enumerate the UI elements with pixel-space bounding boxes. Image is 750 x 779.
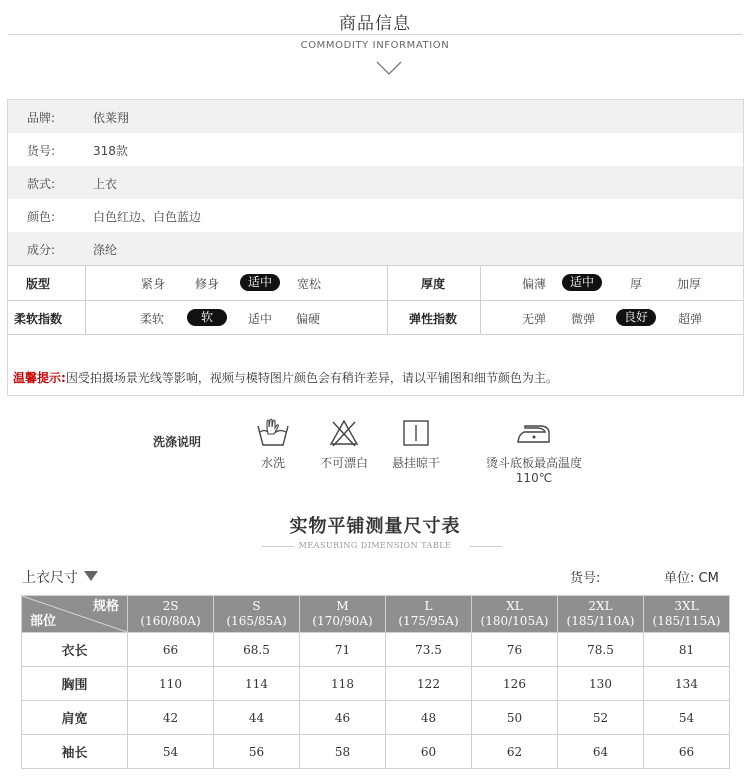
- size-code: L: [424, 599, 433, 613]
- size-column-header: [386, 596, 472, 633]
- size-fit: (160/80A): [140, 614, 201, 628]
- warm-tip-label: 温馨提示:: [13, 371, 66, 385]
- row-name: 衣长: [22, 633, 128, 667]
- grid-line: [8, 334, 743, 335]
- attr-option: 超弹: [677, 312, 702, 326]
- row-name: 袖长: [22, 735, 128, 769]
- hang-dry-icon: [401, 418, 431, 448]
- attr-option-selected: 良好: [616, 309, 656, 326]
- table-row: [22, 633, 730, 667]
- row-name: 胸围: [22, 667, 128, 701]
- size-fit: (170/90A): [312, 614, 373, 628]
- table-cell: 58: [300, 735, 386, 769]
- product-info-box: [7, 99, 744, 396]
- iron-icon: [515, 418, 553, 448]
- attr-option: 加厚: [676, 277, 701, 291]
- table-cell: 73.5: [386, 633, 472, 667]
- wash-item-no-bleach: [316, 418, 372, 471]
- attr-option: 无弹: [521, 312, 546, 326]
- info-row-brand: [8, 100, 743, 133]
- attr-option: 厚: [629, 277, 642, 291]
- size-column-header: [128, 596, 214, 633]
- header-divider: [8, 34, 742, 35]
- size-fit: (185/110A): [566, 614, 635, 628]
- attr-option: 修身: [194, 277, 219, 291]
- info-row-item-no: [8, 133, 743, 166]
- no-bleach-icon: [328, 418, 360, 448]
- info-value: 上衣: [93, 177, 118, 191]
- hand-wash-icon: [255, 418, 291, 448]
- table-cell: 76: [472, 633, 558, 667]
- size-code: 3XL: [674, 599, 699, 613]
- corner-cell: [22, 596, 128, 633]
- grid-line: [85, 265, 86, 334]
- table-cell: 68.5: [214, 633, 300, 667]
- corner-top-label: 规格: [92, 599, 119, 614]
- table-cell: 71: [300, 633, 386, 667]
- attr-label-elasticity: 弹性指数: [409, 312, 458, 326]
- table-cell: 78.5: [558, 633, 644, 667]
- size-fit: (165/85A): [226, 614, 287, 628]
- size-column-header: [644, 596, 730, 633]
- grid-line: [387, 265, 388, 334]
- attr-option: 柔软: [139, 312, 164, 326]
- table-cell: 126: [472, 667, 558, 701]
- corner-bottom-label: 部位: [30, 614, 57, 629]
- item-no-label: 货号:: [570, 571, 601, 586]
- table-cell: 62: [472, 735, 558, 769]
- top-size-label: [22, 567, 98, 587]
- info-key: 成分:: [27, 243, 56, 257]
- section-subtitle: COMMODITY INFORMATION: [300, 40, 450, 51]
- table-cell: 42: [128, 701, 214, 735]
- size-column-header: [472, 596, 558, 633]
- top-size-text: 上衣尺寸: [22, 570, 78, 586]
- section-title: 商品信息: [339, 14, 411, 34]
- table-cell: 44: [214, 701, 300, 735]
- wash-label: 悬挂晾干: [391, 456, 440, 470]
- attribute-grid: [8, 265, 743, 335]
- info-key: 品牌:: [27, 111, 56, 125]
- table-cell: 48: [386, 701, 472, 735]
- table-cell: 110: [128, 667, 214, 701]
- attr-label-softness: 柔软指数: [14, 312, 63, 326]
- table-cell: 66: [644, 735, 730, 769]
- table-cell: 54: [128, 735, 214, 769]
- wash-label: 烫斗底板最高温度110℃: [485, 456, 582, 485]
- info-row-material: [8, 232, 743, 265]
- size-code: M: [336, 599, 349, 613]
- wash-title: 洗涤说明: [153, 435, 202, 449]
- attr-option: 偏薄: [521, 277, 546, 291]
- grid-line: [480, 265, 481, 334]
- attr-option: 适中: [247, 312, 272, 326]
- table-cell: 122: [386, 667, 472, 701]
- table-cell: 52: [558, 701, 644, 735]
- table-cell: 114: [214, 667, 300, 701]
- grid-line: [8, 265, 743, 266]
- size-code: 2XL: [588, 599, 613, 613]
- table-cell: 64: [558, 735, 644, 769]
- wash-item-iron: [469, 418, 599, 485]
- table-cell: 66: [128, 633, 214, 667]
- info-key: 货号:: [27, 144, 56, 158]
- wash-item-hang-dry: [388, 418, 444, 471]
- info-key: 颜色:: [27, 210, 56, 224]
- wash-item-hand-wash: [248, 418, 298, 471]
- info-value: 依莱翔: [93, 111, 130, 125]
- table-cell: 54: [644, 701, 730, 735]
- attr-label-fit: 版型: [26, 277, 51, 291]
- warm-tip-text: 因受拍摄场景光线等影响，视频与模特图片颜色会有稍许差异，请以平铺图和细节颜色为主。: [65, 371, 558, 385]
- triangle-down-icon: [84, 571, 98, 581]
- table-row: [22, 735, 730, 769]
- size-fit: (175/95A): [398, 614, 459, 628]
- table-cell: 46: [300, 701, 386, 735]
- size-code: 2S: [162, 599, 179, 613]
- wash-label: 水洗: [260, 456, 285, 470]
- table-cell: 81: [644, 633, 730, 667]
- table-cell: 130: [558, 667, 644, 701]
- size-table-subtitle: MEASURING DIMENSION TABLE: [298, 541, 452, 550]
- info-row-color: [8, 199, 743, 232]
- table-cell: 118: [300, 667, 386, 701]
- size-table-title: 实物平铺测量尺寸表: [289, 516, 461, 537]
- size-code: XL: [506, 599, 523, 613]
- size-column-header: [300, 596, 386, 633]
- attr-option: 紧身: [140, 277, 165, 291]
- table-cell: 60: [386, 735, 472, 769]
- row-name: 肩宽: [22, 701, 128, 735]
- grid-line: [8, 300, 743, 301]
- attr-option-selected: 软: [187, 309, 227, 326]
- attr-option: 微弹: [570, 312, 595, 326]
- chevron-down-icon: [376, 60, 402, 76]
- attr-option-selected: 适中: [240, 274, 280, 291]
- size-fit: (185/115A): [652, 614, 721, 628]
- info-row-style: [8, 166, 743, 199]
- table-cell: 56: [214, 735, 300, 769]
- table-cell: 134: [644, 667, 730, 701]
- info-value: 涤纶: [93, 243, 118, 257]
- wash-label: 不可漂白: [319, 456, 368, 470]
- info-key: 款式:: [27, 177, 56, 191]
- size-code: S: [252, 599, 261, 613]
- info-value: 白色红边、白色蓝边: [93, 210, 202, 224]
- title-divider: [470, 546, 502, 547]
- size-header-row: [22, 596, 730, 633]
- table-cell: 50: [472, 701, 558, 735]
- unit-label: 单位: CM: [664, 571, 719, 586]
- size-fit: (180/105A): [480, 614, 549, 628]
- table-row: [22, 701, 730, 735]
- attr-option-selected: 适中: [562, 274, 602, 291]
- info-value: 318款: [93, 144, 128, 158]
- size-table: [21, 595, 730, 769]
- attr-option: 宽松: [296, 277, 321, 291]
- size-column-header: [558, 596, 644, 633]
- warm-tip: [13, 369, 558, 386]
- attr-label-thickness: 厚度: [421, 277, 446, 291]
- table-row: [22, 667, 730, 701]
- size-column-header: [214, 596, 300, 633]
- attr-option: 偏硬: [295, 312, 320, 326]
